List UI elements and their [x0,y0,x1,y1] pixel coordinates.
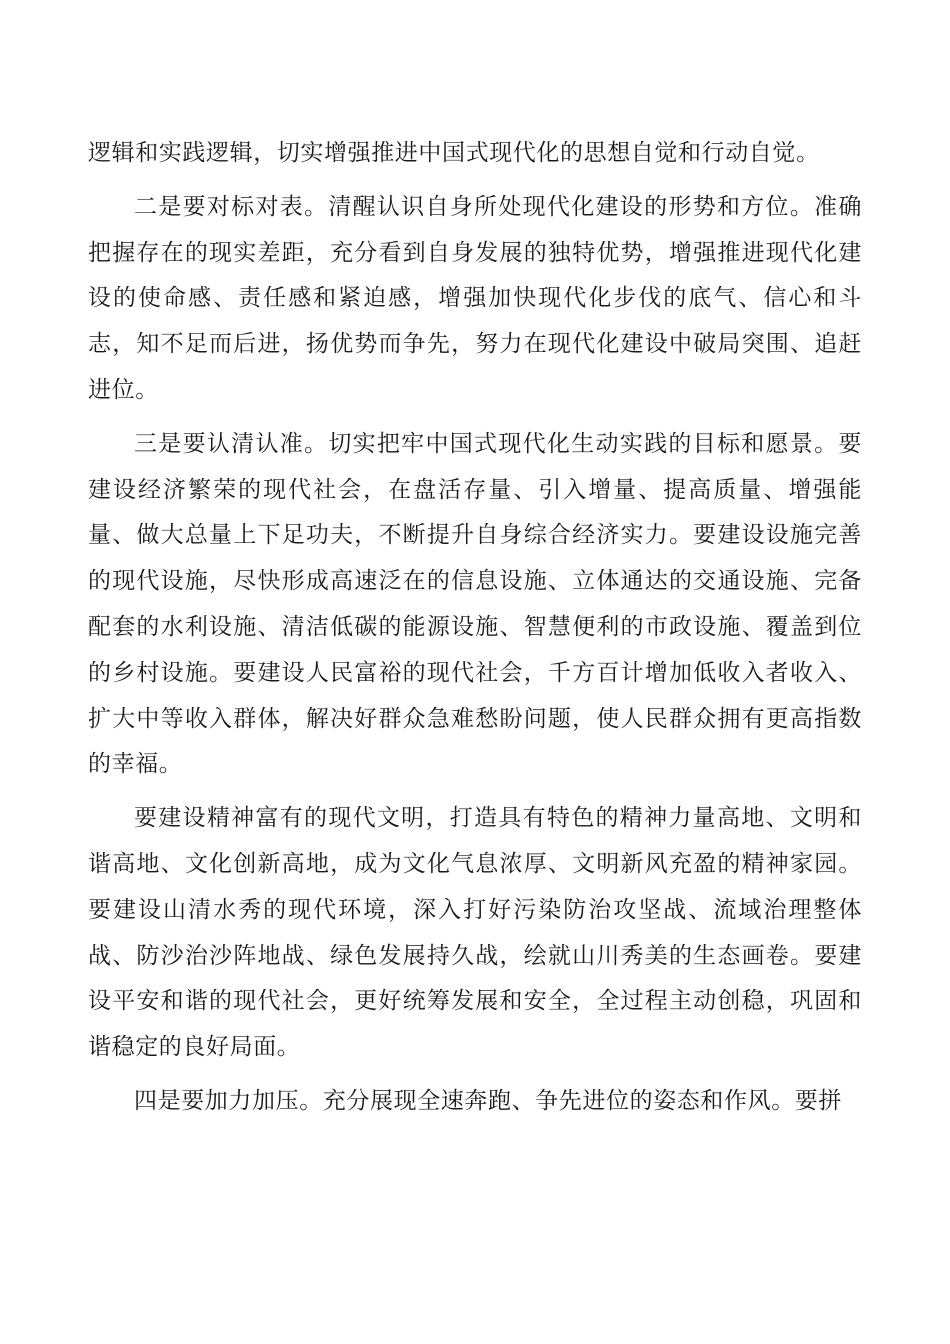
document-body [88,131,862,1133]
paragraph-civilization: 要建设精神富有的现代文明，打造具有特色的精神力量高地、文明和谐高地、文化创新高地，成为文化气息浓厚、文明新风充盈的精神家园。要建设山清水秀的现代环境，深入打好污染防治攻坚战、流域治理整体战、防沙治沙阵地战、绿色发展持久战，绘就山川秀美的生态画卷。要建设平安和谐的现代社会，更好统筹发展和安全，全过程主动创稳，巩固和谐稳定的良好局面。 [88,805,862,1061]
paragraph-continuation: 逻辑和实践逻辑，切实增强推进中国式现代化的思想自觉和行动自觉。 [88,140,820,166]
paragraph-goals: 三是要认清认准。切实把牢中国式现代化生动实践的目标和愿景。要建设经济繁荣的现代社会，在盘活存量、引入增量、提高质量、增强能量、做大总量上下足功夫，不断提升自身综合经济实力。要建设设施完善的现代设施，尽快形成高速泛在的信息设施、立体通达的交通设施、完备配套的水利设施、清洁低碳的能源设施、智慧便利的市政设施、覆盖到位的乡村设施。要建设人民富裕的现代社会，千方百计增加低收入者收入、扩大中等收入群体，解决好群众急难愁盼问题，使人民群众拥有更高指数的幸福。 [88,430,862,778]
paragraph-benchmarking: 二是要对标对表。清醒认识自身所处现代化建设的形势和方位。准确把握存在的现实差距，充分看到自身发展的独特优势，增强推进现代化建设的使命感、责任感和紧迫感，增强加快现代化步伐的底气、信心和斗志，知不足而后进，扬优势而争先，努力在现代化建设中破局突围、追赶进位。 [88,193,862,403]
paragraph-effort: 四是要加力加压。充分展现全速奔跑、争先进位的姿态和作风。要拼 [134,1087,842,1114]
